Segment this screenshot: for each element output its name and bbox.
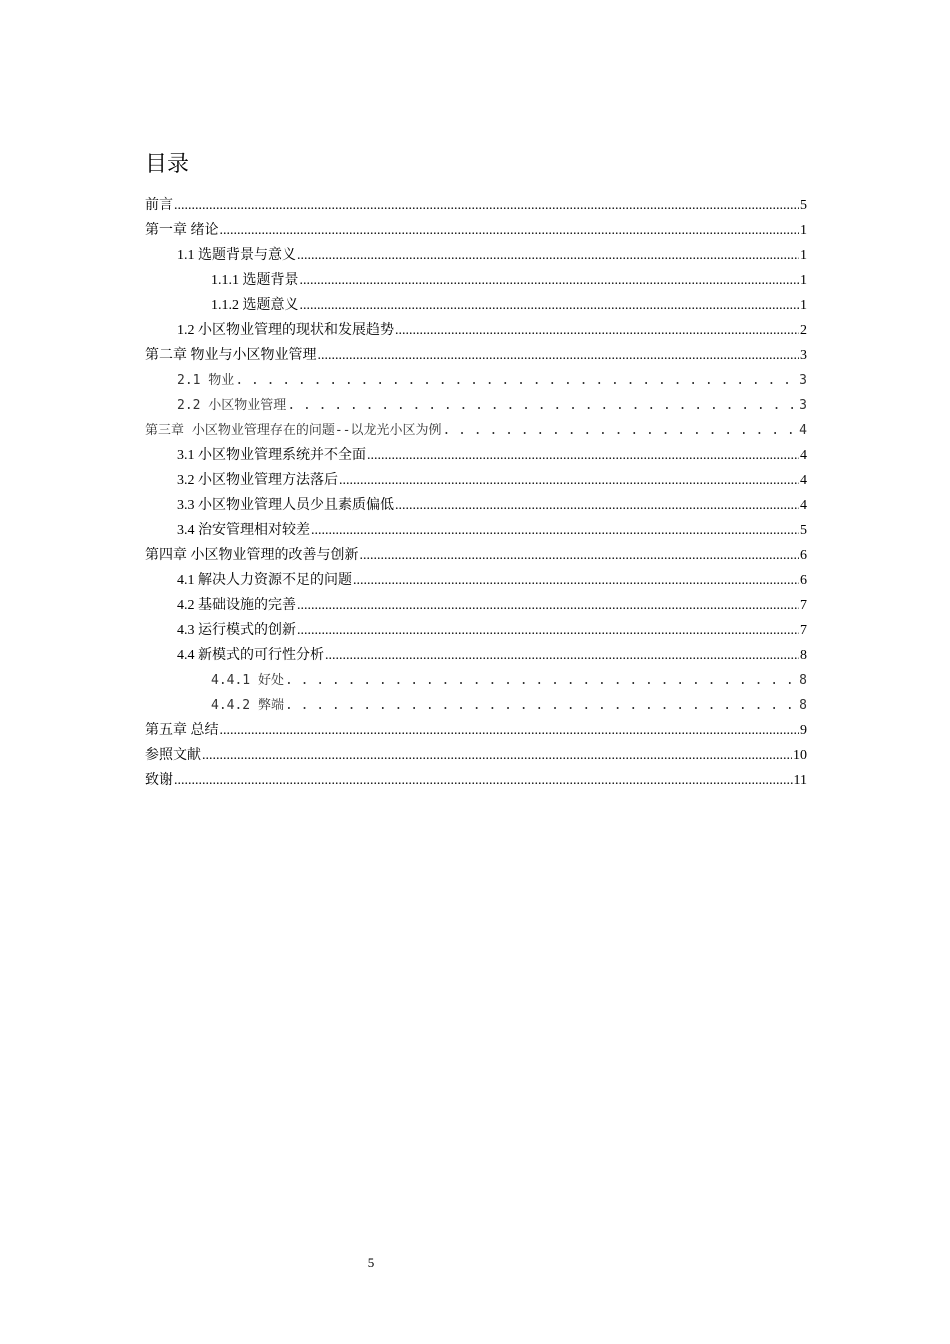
toc-dot-leader bbox=[174, 197, 799, 215]
toc-entry[interactable] bbox=[145, 390, 807, 415]
toc-entry-page: 1 bbox=[800, 248, 807, 263]
toc-entry-label: 4.2 基础设施的完善 bbox=[177, 598, 296, 613]
toc-entry[interactable] bbox=[145, 240, 807, 265]
toc-dot-leader bbox=[300, 297, 800, 315]
toc-entry-label: 前言 bbox=[145, 198, 173, 213]
toc-dot-leader bbox=[442, 422, 798, 440]
toc-entry-label: 第二章 物业与小区物业管理 bbox=[145, 348, 317, 363]
toc-entry-label: 第四章 小区物业管理的改善与创新 bbox=[145, 548, 359, 563]
page-number: 5 bbox=[367, 1255, 375, 1270]
toc-entry[interactable] bbox=[145, 440, 807, 465]
toc-entry[interactable] bbox=[145, 340, 807, 365]
toc-dot-leader bbox=[318, 347, 800, 365]
toc-entry-page: 5 bbox=[800, 198, 807, 213]
toc-dot-leader bbox=[395, 497, 799, 515]
toc-entry-label: 4.3 运行模式的创新 bbox=[177, 623, 296, 638]
toc-dot-leader bbox=[235, 372, 798, 390]
toc-entry[interactable] bbox=[145, 190, 807, 215]
toc-entry-page: 4 bbox=[800, 498, 807, 513]
toc-entry[interactable] bbox=[145, 765, 807, 790]
toc-entry[interactable] bbox=[145, 415, 807, 440]
toc-dot-leader bbox=[339, 472, 799, 490]
toc-entry-page: 1 bbox=[800, 273, 807, 288]
toc-entry-page: 4 bbox=[799, 423, 807, 438]
toc-entry-page: 11 bbox=[793, 773, 807, 788]
toc-entry-label: 4.4.1 好处 bbox=[211, 673, 284, 688]
toc-entry-page: 8 bbox=[799, 698, 807, 713]
toc-entry-page: 7 bbox=[800, 598, 807, 613]
toc-entry-page: 7 bbox=[800, 623, 807, 638]
toc-entry-page: 4 bbox=[800, 448, 807, 463]
toc-entry[interactable] bbox=[145, 465, 807, 490]
toc-entry[interactable] bbox=[145, 540, 807, 565]
toc-entry-label: 第一章 绪论 bbox=[145, 223, 219, 238]
toc-entry-label: 3.1 小区物业管理系统并不全面 bbox=[177, 448, 366, 463]
toc-entry-label: 致谢 bbox=[145, 773, 173, 788]
toc-dot-leader bbox=[360, 547, 800, 565]
toc-dot-leader bbox=[285, 672, 798, 690]
toc-dot-leader bbox=[395, 322, 799, 340]
toc-dot-leader bbox=[325, 647, 799, 665]
toc-entry-label: 3.3 小区物业管理人员少且素质偏低 bbox=[177, 498, 394, 513]
toc-entry[interactable] bbox=[145, 365, 807, 390]
toc-dot-leader bbox=[300, 272, 800, 290]
toc-entry-label: 第五章 总结 bbox=[145, 723, 219, 738]
toc-title: 目录 bbox=[145, 152, 190, 177]
toc-entry[interactable] bbox=[145, 490, 807, 515]
toc-entry-label: 1.1.1 选题背景 bbox=[211, 273, 299, 288]
toc-entry-label: 4.4 新模式的可行性分析 bbox=[177, 648, 324, 663]
toc-entry-label: 2.2 小区物业管理 bbox=[177, 398, 287, 413]
toc-dot-leader bbox=[297, 622, 799, 640]
toc-entry[interactable] bbox=[145, 640, 807, 665]
toc-entry-label: 参照文献 bbox=[145, 748, 201, 763]
toc-dot-leader bbox=[297, 247, 799, 265]
toc-dot-leader bbox=[353, 572, 799, 590]
toc-entry-page: 1 bbox=[800, 298, 807, 313]
toc-entry-label: 第三章 小区物业管理存在的问题--以龙光小区为例 bbox=[145, 423, 442, 438]
toc-entry[interactable] bbox=[145, 565, 807, 590]
toc-entry-label: 1.2 小区物业管理的现状和发展趋势 bbox=[177, 323, 394, 338]
toc-entry-page: 8 bbox=[799, 673, 807, 688]
toc-dot-leader bbox=[174, 772, 793, 790]
toc-entry[interactable] bbox=[145, 690, 807, 715]
toc-entry-page: 9 bbox=[800, 723, 807, 738]
toc-entry-page: 4 bbox=[800, 473, 807, 488]
toc-entry-label: 2.1 物业 bbox=[177, 373, 235, 388]
toc-dot-leader bbox=[311, 522, 799, 540]
toc-entry-page: 6 bbox=[800, 548, 807, 563]
toc-entry[interactable] bbox=[145, 715, 807, 740]
toc-entry-page: 5 bbox=[800, 523, 807, 538]
toc-dot-leader bbox=[285, 697, 798, 715]
toc-entry[interactable] bbox=[145, 665, 807, 690]
toc-list bbox=[145, 190, 807, 790]
toc-entry-page: 3 bbox=[799, 398, 807, 413]
toc-entry-label: 1.1 选题背景与意义 bbox=[177, 248, 296, 263]
toc-entry[interactable] bbox=[145, 265, 807, 290]
toc-entry-page: 6 bbox=[800, 573, 807, 588]
toc-dot-leader bbox=[220, 722, 800, 740]
toc-entry-page: 3 bbox=[800, 348, 807, 363]
toc-entry-label: 3.2 小区物业管理方法落后 bbox=[177, 473, 338, 488]
toc-entry-page: 8 bbox=[800, 648, 807, 663]
toc-entry-page: 10 bbox=[793, 748, 807, 763]
toc-entry[interactable] bbox=[145, 315, 807, 340]
toc-entry-label: 4.4.2 弊端 bbox=[211, 698, 284, 713]
toc-entry-label: 3.4 治安管理相对较差 bbox=[177, 523, 310, 538]
toc-entry-page: 2 bbox=[800, 323, 807, 338]
toc-dot-leader bbox=[220, 222, 800, 240]
toc-entry-page: 1 bbox=[800, 223, 807, 238]
toc-entry[interactable] bbox=[145, 740, 807, 765]
toc-dot-leader bbox=[287, 397, 798, 415]
toc-entry-label: 4.1 解决人力资源不足的问题 bbox=[177, 573, 352, 588]
toc-entry-page: 3 bbox=[799, 373, 807, 388]
toc-dot-leader bbox=[367, 447, 799, 465]
toc-entry[interactable] bbox=[145, 215, 807, 240]
toc-entry[interactable] bbox=[145, 515, 807, 540]
toc-entry[interactable] bbox=[145, 290, 807, 315]
toc-entry-label: 1.1.2 选题意义 bbox=[211, 298, 299, 313]
toc-dot-leader bbox=[202, 747, 792, 765]
toc-entry[interactable] bbox=[145, 615, 807, 640]
toc-dot-leader bbox=[297, 597, 799, 615]
toc-entry[interactable] bbox=[145, 590, 807, 615]
